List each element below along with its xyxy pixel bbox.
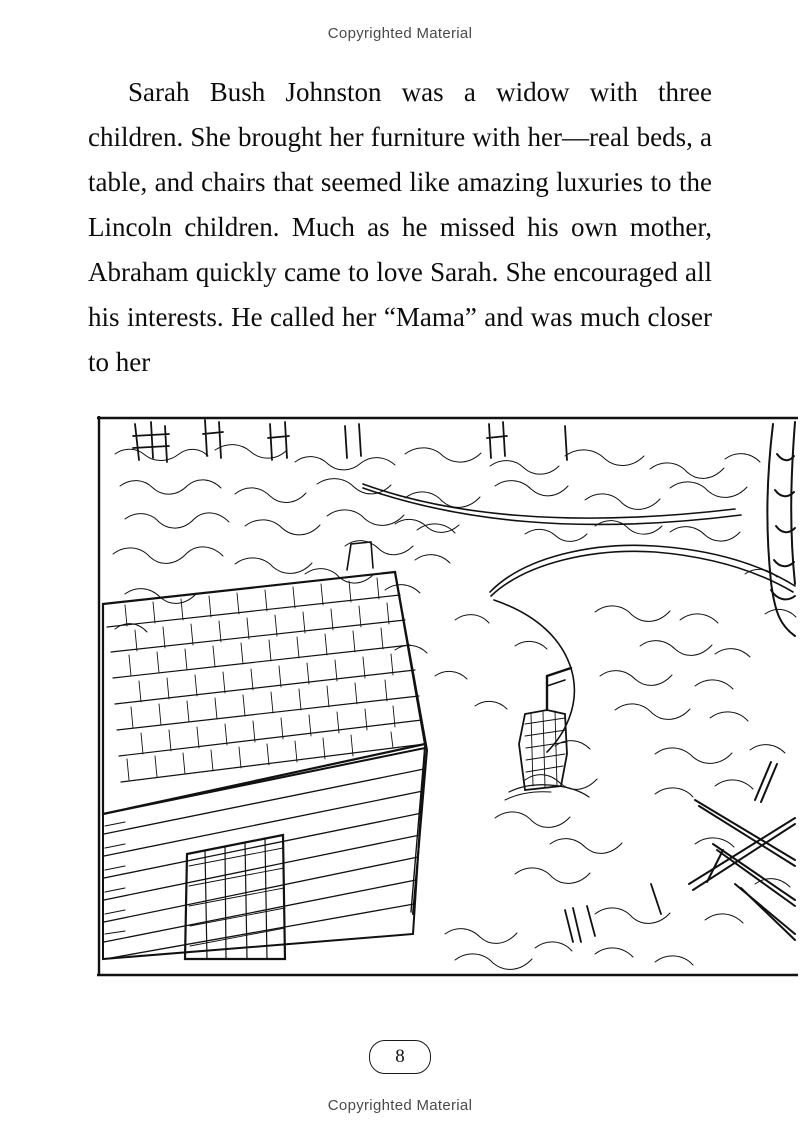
page-number-container — [0, 1040, 800, 1074]
page-number: 8 — [369, 1040, 431, 1074]
copyright-watermark-top: Copyrighted Material — [327, 25, 473, 42]
cabin-illustration — [95, 414, 800, 979]
body-paragraph — [88, 70, 712, 385]
paragraph-text: Sarah Bush Johnston was a widow with three children. She brought her furniture with her—real beds, a table, and chairs that seemed like amazing luxuries to the Lincoln children. Much as he missed his own mother, Abraham quickly came to love Sarah. She encouraged all his interests. He called her “Mama” and was much closer to her — [88, 77, 712, 377]
cabin-illustration-svg — [95, 414, 800, 979]
copyright-watermark-bottom: Copyrighted Material — [327, 1097, 473, 1114]
